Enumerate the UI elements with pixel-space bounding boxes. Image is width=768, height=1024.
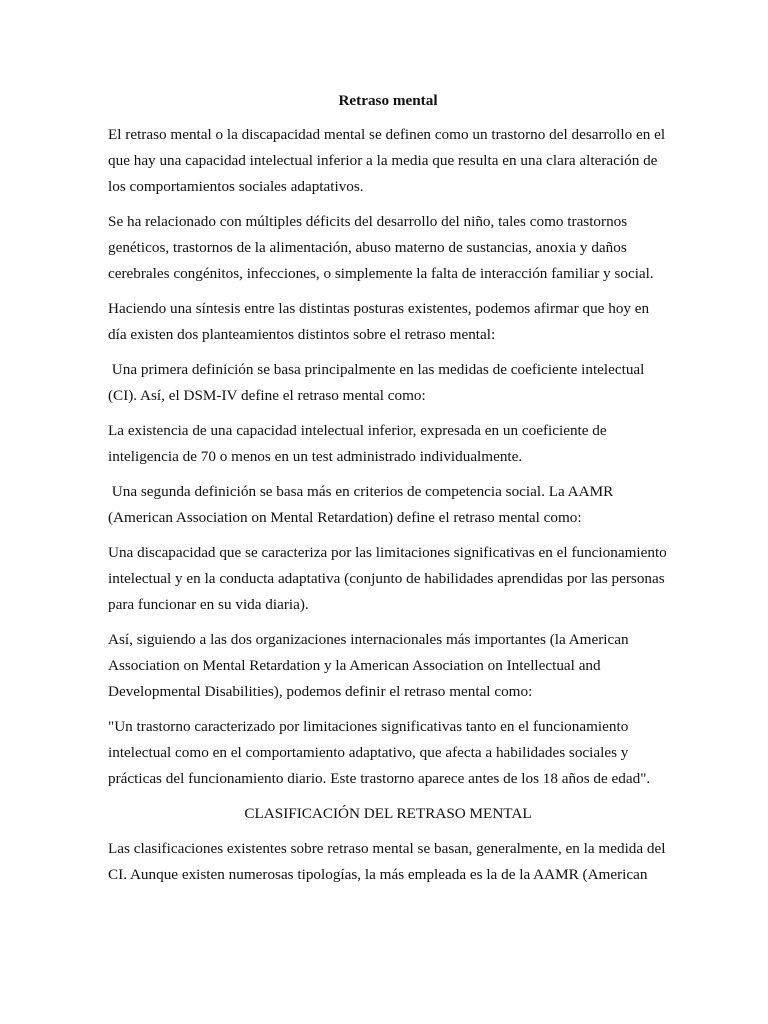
paragraph — [108, 296, 668, 348]
text-line: La existencia de una capacidad intelectual inferior, expresada en un coeficiente de — [108, 422, 607, 439]
text-line: CI. Aunque existen numerosas tipologías, la más empleada es la de la AAMR (American — [108, 866, 648, 883]
text-line: intelectual como en el comportamiento adaptativo, que afecta a habilidades sociales y — [108, 744, 629, 761]
paragraph — [108, 357, 668, 409]
text-line: inteligencia de 70 o menos en un test administrado individualmente. — [108, 448, 523, 465]
text-line: que hay una capacidad intelectual inferior a la media que resulta en una clara alteración de — [108, 152, 658, 169]
document-body — [108, 88, 668, 897]
paragraph — [108, 836, 668, 888]
text-line: Una segunda definición se basa más en criterios de competencia social. La AAMR — [108, 483, 614, 500]
text-line: El retraso mental o la discapacidad mental se definen como un trastorno del desarrollo en el — [108, 126, 666, 143]
text-line: Haciendo una síntesis entre las distintas posturas existentes, podemos afirmar que hoy en — [108, 300, 650, 317]
text-line: intelectual y en la conducta adaptativa (conjunto de habilidades aprendidas por las personas — [108, 570, 665, 587]
definition-quote — [108, 418, 668, 470]
text-line: (CI). Así, el DSM-IV define el retraso mental como: — [108, 387, 426, 404]
text-line: Así, siguiendo a las dos organizaciones internacionales más importantes (la American — [108, 631, 629, 648]
text-line: genéticos, trastornos de la alimentación, abuso materno de sustancias, anoxia y daños — [108, 239, 627, 256]
section-heading-text: CLASIFICACIÓN DEL RETRASO MENTAL — [244, 805, 532, 822]
text-line: día existen dos planteamientos distintos sobre el retraso mental: — [108, 326, 496, 343]
paragraph — [108, 122, 668, 200]
text-line: los comportamientos sociales adaptativos. — [108, 178, 364, 195]
section-heading — [108, 801, 668, 827]
text-line: Association on Mental Retardation y la American Association on Intellectual and — [108, 657, 601, 674]
text-line: Una primera definición se basa principalmente en las medidas de coeficiente intelectual — [108, 361, 645, 378]
text-line: prácticas del funcionamiento diario. Este trastorno aparece antes de los 18 años de edad". — [108, 770, 651, 787]
document-title: Retraso mental — [338, 92, 438, 109]
paragraph — [108, 627, 668, 705]
text-line: Las clasificaciones existentes sobre retraso mental se basan, generalmente, en la medida del — [108, 840, 666, 857]
text-line: (American Association on Mental Retardation) define el retraso mental como: — [108, 509, 582, 526]
paragraph — [108, 209, 668, 287]
text-line: para funcionar en su vida diaria). — [108, 596, 309, 613]
text-line: cerebrales congénitos, infecciones, o simplemente la falta de interacción familiar y social. — [108, 265, 654, 282]
text-line: Una discapacidad que se caracteriza por las limitaciones significativas en el funcionamiento — [108, 544, 667, 561]
text-line: Se ha relacionado con múltiples déficits del desarrollo del niño, tales como trastornos — [108, 213, 628, 230]
definition-quote — [108, 540, 668, 618]
text-line: Developmental Disabilities), podemos definir el retraso mental como: — [108, 683, 533, 700]
text-line: "Un trastorno caracterizado por limitaciones significativas tanto en el funcionamiento — [108, 718, 629, 735]
paragraph — [108, 479, 668, 531]
definition-quote — [108, 714, 668, 792]
